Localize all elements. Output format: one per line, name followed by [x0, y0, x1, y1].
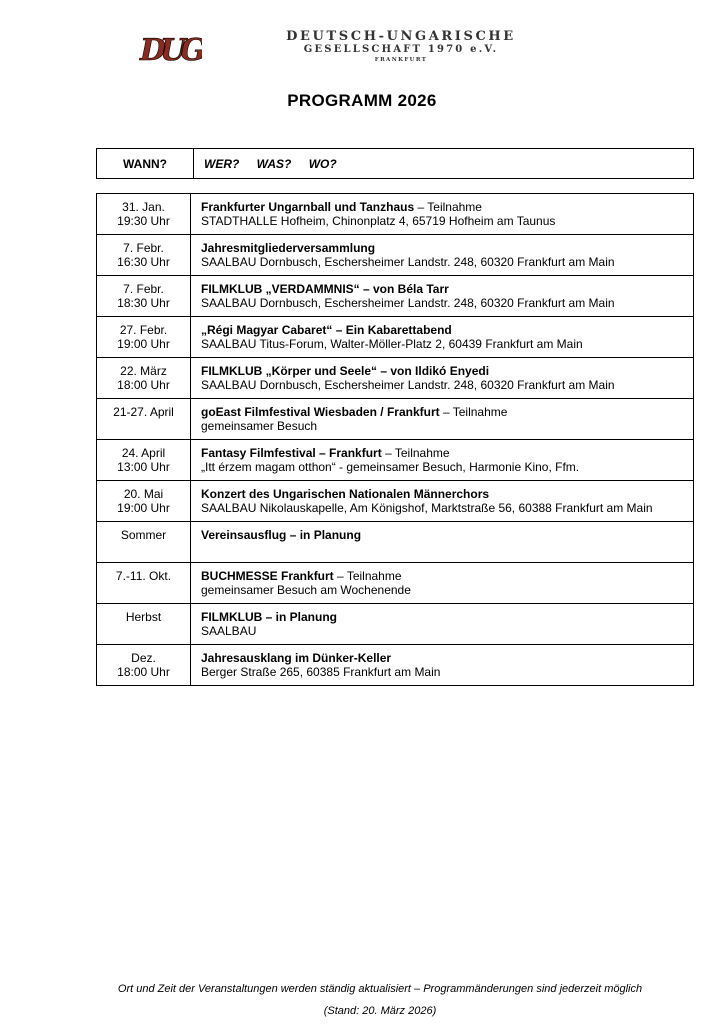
event-date: 7.-11. Okt.	[115, 569, 172, 583]
event-details-cell	[191, 563, 694, 604]
event-title: Konzert des Ungarischen Nationalen Männerchors	[201, 487, 490, 501]
event-when-cell	[97, 604, 191, 645]
event-title: Frankfurter Ungarnball und Tanzhaus	[201, 200, 415, 214]
event-when-cell	[97, 358, 191, 399]
event-title: Vereinsausflug – in Planung	[201, 528, 362, 542]
event-when-cell	[97, 440, 191, 481]
event-title: Jahresausklang im Dünker-Keller	[201, 651, 392, 665]
program-table	[96, 193, 694, 686]
column-header-who: WER?	[204, 156, 240, 171]
event-location: SAALBAU Dornbusch, Eschersheimer Landstr. 248, 60320 Frankfurt am Main	[201, 255, 615, 269]
event-date: Dez.	[131, 651, 156, 665]
event-title: Fantasy Filmfestival – Frankfurt	[201, 446, 382, 460]
event-time: 13:00 Uhr	[117, 460, 170, 474]
event-when-cell	[97, 194, 191, 235]
event-row	[97, 481, 694, 522]
event-title-line	[201, 610, 692, 624]
event-details-cell	[191, 440, 694, 481]
event-title-line	[201, 651, 692, 665]
event-details-cell	[191, 522, 694, 563]
event-title-suffix: – Teilnahme	[414, 200, 482, 214]
org-name-line1: DEUTSCH-UNGARISCHE	[286, 29, 516, 44]
organization-name	[260, 30, 542, 65]
event-time: 18:00 Uhr	[117, 665, 170, 679]
event-details-cell	[191, 358, 694, 399]
event-row	[97, 522, 694, 563]
org-name-line2: GESELLSCHAFT 1970 e.V.	[303, 44, 499, 55]
column-header-what: WAS?	[256, 156, 292, 171]
event-row	[97, 358, 694, 399]
logo-initials: DUG	[140, 33, 200, 68]
footer-note: Ort und Zeit der Veranstaltungen werden ständig aktualisiert – Programmänderungen sind jederzeit möglich	[117, 983, 643, 995]
event-details-cell	[191, 194, 694, 235]
event-time: 19:00 Uhr	[117, 501, 170, 515]
event-when-cell	[97, 235, 191, 276]
page-title: PROGRAMM 2026	[287, 91, 437, 110]
program-table-body	[97, 194, 694, 686]
event-title-line	[201, 241, 692, 255]
event-date: 24. April	[121, 446, 166, 460]
event-location: SAALBAU Dornbusch, Eschersheimer Landstr. 248, 60320 Frankfurt am Main	[201, 378, 615, 392]
event-time: 19:00 Uhr	[117, 337, 170, 351]
event-when-cell	[97, 481, 191, 522]
event-title: FILMKLUB – in Planung	[201, 610, 337, 624]
event-title: FILMKLUB „VERDAMMNIS“ – von Béla Tarr	[201, 282, 449, 296]
event-time: 18:30 Uhr	[117, 296, 170, 310]
event-location: SAALBAU Nikolauskapelle, Am Königshof, Marktstraße 56, 60388 Frankfurt am Main	[201, 501, 653, 515]
event-date: 21-27. April	[113, 405, 174, 419]
event-row	[97, 399, 694, 440]
event-details-cell	[191, 481, 694, 522]
event-location: gemeinsamer Besuch am Wochenende	[201, 583, 411, 597]
event-details-cell	[191, 317, 694, 358]
event-row	[97, 440, 694, 481]
event-title-line	[201, 487, 692, 501]
event-date: 7. Febr.	[123, 241, 164, 255]
event-title: „Régi Magyar Cabaret“ – Ein Kabarettabend	[201, 323, 452, 337]
event-location: Berger Straße 265, 60385 Frankfurt am Main	[201, 665, 441, 679]
event-details-cell	[191, 399, 694, 440]
event-when-cell	[97, 563, 191, 604]
event-row	[97, 645, 694, 686]
footer-status-date: (Stand: 20. März 2026)	[323, 1005, 437, 1017]
event-title-line	[201, 569, 692, 583]
event-title-line	[201, 364, 692, 378]
event-location: SAALBAU	[201, 624, 257, 638]
event-location: STADTHALLE Hofheim, Chinonplatz 4, 65719 Hofheim am Taunus	[201, 214, 556, 228]
event-title-suffix: – Teilnahme	[333, 569, 402, 583]
event-date: Sommer	[120, 528, 167, 542]
dug-monogram-logo	[138, 16, 202, 74]
event-title-line	[201, 446, 692, 460]
event-location: gemeinsamer Besuch	[201, 419, 318, 433]
event-title-suffix: – Teilnahme	[439, 405, 508, 419]
event-title: FILMKLUB „Körper und Seele“ – von Ildikó Enyedi	[201, 364, 490, 378]
event-location: „Itt érzem magam otthon“ - gemeinsamer Besuch, Harmonie Kino, Ffm.	[201, 460, 580, 474]
event-date: 27. Febr.	[119, 323, 168, 337]
event-when-cell	[97, 276, 191, 317]
event-details-cell	[191, 276, 694, 317]
org-name-line3: FRANKFURT	[374, 57, 428, 63]
event-time: 19:30 Uhr	[117, 214, 170, 228]
event-row	[97, 563, 694, 604]
event-title-line	[201, 528, 692, 542]
column-header-table	[96, 148, 694, 179]
event-date: Herbst	[125, 610, 162, 624]
event-title: goEast Filmfestival Wiesbaden / Frankfurt	[201, 405, 440, 419]
column-header-who-what-where	[194, 149, 694, 179]
event-details-cell	[191, 645, 694, 686]
event-date: 31. Jan.	[122, 200, 165, 214]
event-date: 22. März	[120, 364, 167, 378]
event-date: 20. Mai	[123, 487, 164, 501]
event-when-cell	[97, 317, 191, 358]
event-title: BUCHMESSE Frankfurt	[201, 569, 334, 583]
column-header-where: WO?	[308, 156, 337, 171]
event-title: Jahresmitgliederversammlung	[201, 241, 376, 255]
event-when-cell	[97, 522, 191, 563]
event-row	[97, 194, 694, 235]
event-when-cell	[97, 399, 191, 440]
organization-logo	[138, 16, 542, 74]
event-title-line	[201, 405, 692, 419]
event-details-cell	[191, 604, 694, 645]
event-row	[97, 235, 694, 276]
column-header-when: WANN?	[97, 149, 194, 179]
column-header-row	[97, 149, 694, 179]
event-date: 7. Febr.	[123, 282, 164, 296]
event-when-cell	[97, 645, 191, 686]
event-location: SAALBAU Dornbusch, Eschersheimer Landstr. 248, 60320 Frankfurt am Main	[201, 296, 615, 310]
event-row	[97, 604, 694, 645]
event-title-line	[201, 282, 692, 296]
event-row	[97, 276, 694, 317]
event-title-line	[201, 323, 692, 337]
event-location: SAALBAU Titus-Forum, Walter-Möller-Platz 2, 60439 Frankfurt am Main	[201, 337, 583, 351]
event-title-suffix: – Teilnahme	[381, 446, 450, 460]
event-time: 16:30 Uhr	[117, 255, 170, 269]
event-row	[97, 317, 694, 358]
event-details-cell	[191, 235, 694, 276]
event-title-line	[201, 200, 692, 214]
event-time: 18:00 Uhr	[117, 378, 170, 392]
